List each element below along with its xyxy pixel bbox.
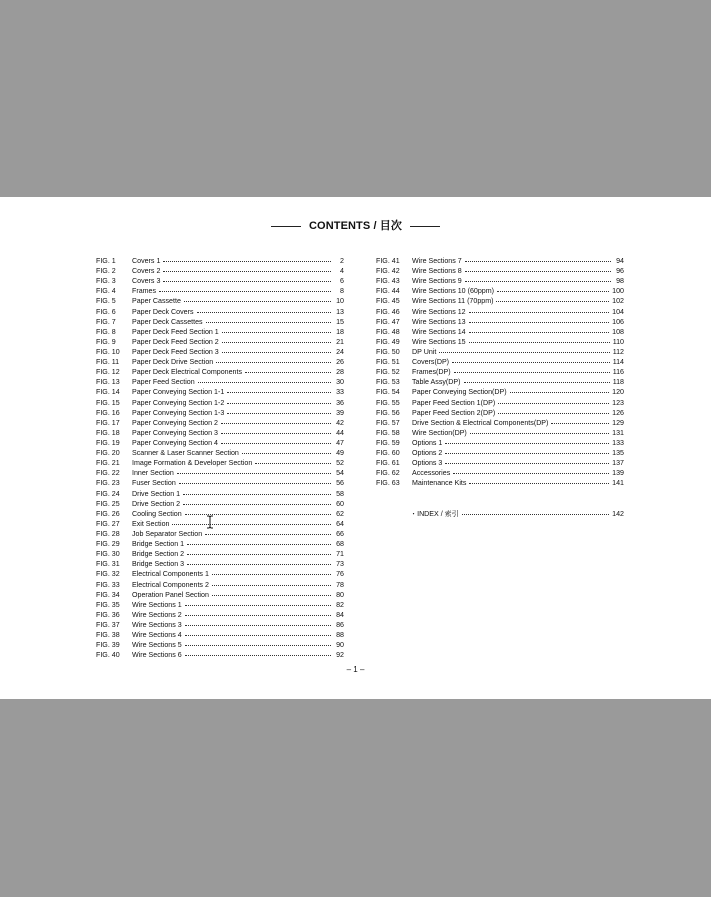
- toc-entry-title: Wire Sections 4: [132, 631, 182, 640]
- leader-dots: [222, 325, 331, 333]
- leader-dots: [469, 315, 610, 323]
- leader-dots: [187, 547, 331, 555]
- leader-dots: [454, 365, 610, 373]
- leader-dots: [185, 628, 331, 636]
- toc-right-column: [376, 255, 624, 488]
- toc-entry-title: Frames: [132, 287, 157, 296]
- toc-page-number: 126: [612, 408, 624, 417]
- toc-page-number: 114: [612, 358, 624, 367]
- toc-entry-title: Wire Sections 9: [412, 277, 462, 286]
- leader-dots: [185, 638, 331, 646]
- toc-entry-title: Drive Section 1: [132, 489, 181, 498]
- leader-dots: [469, 335, 610, 343]
- toc-page-number: 135: [612, 449, 624, 458]
- toc-entry-title: Paper Deck Covers: [132, 307, 194, 316]
- leader-dots: [222, 345, 331, 353]
- toc-fig-number: FIG. 33: [96, 580, 120, 589]
- toc-fig-number: FIG. 17: [96, 418, 120, 427]
- leader-dots: [496, 294, 609, 302]
- toc-fig-number: FIG. 55: [376, 398, 400, 407]
- leader-dots: [470, 426, 609, 434]
- toc-page-number: 98: [616, 277, 624, 286]
- toc-fig-number: FIG. 12: [96, 368, 120, 377]
- toc-page-number: 15: [336, 317, 344, 326]
- document-page: [0, 197, 711, 699]
- toc-fig-number: FIG. 60: [376, 449, 400, 458]
- toc-page-number: 78: [336, 580, 344, 589]
- toc-page-number: 62: [336, 509, 344, 518]
- heading-rule-left: [271, 226, 301, 227]
- leader-dots: [185, 507, 331, 515]
- toc-fig-number: FIG. 51: [376, 358, 400, 367]
- toc-entry-title: Operation Panel Section: [132, 590, 209, 599]
- leader-dots: [183, 487, 331, 495]
- toc-page-number: 26: [336, 358, 344, 367]
- toc-page-number: 133: [612, 438, 624, 447]
- toc-page-number: 139: [612, 469, 624, 478]
- leader-dots: [198, 375, 331, 383]
- toc-entry-title: Covers 3: [132, 277, 161, 286]
- toc-page-number: 6: [340, 277, 344, 286]
- toc-page-number: 73: [336, 560, 344, 569]
- toc-fig-number: FIG. 15: [96, 398, 120, 407]
- leader-dots: [216, 355, 331, 363]
- toc-fig-number: FIG. 59: [376, 438, 400, 447]
- index-title: ・INDEX / 索引: [410, 510, 459, 518]
- toc-page-number: 102: [612, 297, 624, 306]
- toc-page-number: 76: [336, 570, 344, 579]
- toc-fig-number: FIG. 16: [96, 408, 120, 417]
- toc-entry-title: Table Assy(DP): [412, 378, 461, 387]
- toc-page-number: 36: [336, 398, 344, 407]
- toc-entry-title: Wire Sections 12: [412, 307, 466, 316]
- leader-dots: [469, 325, 610, 333]
- toc-fig-number: FIG. 50: [376, 347, 400, 356]
- leader-dots: [184, 294, 331, 302]
- toc-fig-number: FIG. 57: [376, 418, 400, 427]
- toc-fig-number: FIG. 46: [376, 307, 400, 316]
- leader-dots: [197, 305, 331, 313]
- toc-page-number: 44: [336, 428, 344, 437]
- leader-dots: [221, 416, 331, 424]
- toc-fig-number: FIG. 24: [96, 489, 120, 498]
- toc-fig-number: FIG. 41: [376, 257, 400, 265]
- contents-heading: [0, 217, 711, 233]
- leader-dots: [183, 497, 331, 505]
- toc-fig-number: FIG. 52: [376, 368, 400, 377]
- leader-dots: [227, 396, 331, 404]
- leader-dots: [163, 264, 331, 272]
- toc-entry-title: Wire Sections 15: [412, 337, 466, 346]
- toc-page-number: 80: [336, 590, 344, 599]
- toc-page-number: 116: [612, 368, 624, 377]
- toc-entry-title: Wire Sections 7: [412, 257, 462, 265]
- toc-fig-number: FIG. 23: [96, 479, 120, 488]
- toc-page-number: 2: [340, 257, 344, 265]
- toc-page-number: 30: [336, 378, 344, 387]
- leader-dots: [187, 537, 331, 545]
- toc-fig-number: FIG. 7: [96, 317, 116, 326]
- toc-entry-title: Frames(DP): [412, 368, 451, 377]
- toc-page-number: 60: [336, 499, 344, 508]
- toc-entry-title: Paper Conveying Section 1-3: [132, 408, 225, 417]
- toc-page-number: 33: [336, 388, 344, 397]
- toc-entry-title: Wire Sections 13: [412, 317, 466, 326]
- leader-dots: [551, 416, 609, 424]
- toc-fig-number: FIG. 61: [376, 459, 400, 468]
- leader-dots: [227, 385, 331, 393]
- toc-page-number: 137: [612, 459, 624, 468]
- leader-dots: [185, 648, 331, 656]
- leader-dots: [465, 254, 611, 262]
- toc-page-number: 92: [336, 651, 344, 660]
- toc-fig-number: FIG. 36: [96, 610, 120, 619]
- toc-page-number: 42: [336, 418, 344, 427]
- leader-dots: [439, 345, 609, 353]
- toc-fig-number: FIG. 63: [376, 479, 400, 488]
- toc-page-number: 13: [336, 307, 344, 316]
- toc-fig-number: FIG. 45: [376, 297, 400, 306]
- leader-dots: [187, 557, 331, 565]
- toc-entry[interactable]: [96, 649, 344, 659]
- toc-entry-title: Paper Conveying Section 4: [132, 438, 218, 447]
- toc-fig-number: FIG. 19: [96, 438, 120, 447]
- toc-fig-number: FIG. 40: [96, 651, 120, 660]
- toc-entry-title: Exit Section: [132, 519, 170, 528]
- toc-entry-title: Wire Sections 10 (60ppm): [412, 287, 495, 296]
- toc-entry-title: Paper Feed Section 2(DP): [412, 408, 496, 417]
- leader-dots: [163, 254, 331, 262]
- toc-entry-title: Accessories: [412, 469, 451, 478]
- leader-dots: [177, 466, 331, 474]
- toc-fig-number: FIG. 32: [96, 570, 120, 579]
- toc-fig-number: FIG. 38: [96, 631, 120, 640]
- toc-entry-title: Electrical Components 2: [132, 580, 209, 589]
- toc-fig-number: FIG. 8: [96, 327, 116, 336]
- toc-page-number: 86: [336, 620, 344, 629]
- toc-entry-title: Drive Section & Electrical Components(DP): [412, 418, 549, 427]
- toc-fig-number: FIG. 30: [96, 550, 120, 559]
- toc-entry-title: Wire Sections 11 (70ppm): [412, 297, 494, 306]
- toc-entry[interactable]: [376, 477, 624, 487]
- toc-page-number: 118: [612, 378, 624, 387]
- toc-page-number: 39: [336, 408, 344, 417]
- toc-fig-number: FIG. 49: [376, 337, 400, 346]
- toc-left-column: [96, 255, 344, 659]
- toc-page-number: 10: [336, 297, 344, 306]
- leader-dots: [159, 284, 331, 292]
- toc-fig-number: FIG. 6: [96, 307, 116, 316]
- toc-fig-number: FIG. 35: [96, 600, 120, 609]
- leader-dots: [185, 598, 331, 606]
- toc-fig-number: FIG. 53: [376, 378, 400, 387]
- toc-fig-number: FIG. 39: [96, 641, 120, 650]
- toc-fig-number: FIG. 62: [376, 469, 400, 478]
- toc-page-number: 56: [336, 479, 344, 488]
- toc-entry-title: Electrical Components 1: [132, 570, 209, 579]
- toc-fig-number: FIG. 54: [376, 388, 400, 397]
- index-page: 142: [612, 510, 624, 518]
- leader-dots: [510, 385, 610, 393]
- toc-page-number: 28: [336, 368, 344, 377]
- toc-entry-title: Paper Deck Feed Section 1: [132, 327, 219, 336]
- leader-dots: [497, 284, 609, 292]
- toc-entry-title: Paper Deck Feed Section 2: [132, 337, 219, 346]
- leader-dots: [498, 396, 609, 404]
- toc-entry-title: Covers 1: [132, 257, 161, 265]
- leader-dots: [255, 456, 331, 464]
- toc-fig-number: FIG. 58: [376, 428, 400, 437]
- leader-dots: [221, 436, 331, 444]
- toc-page-number: 58: [336, 489, 344, 498]
- toc-fig-number: FIG. 21: [96, 459, 120, 468]
- toc-entry-title: Bridge Section 2: [132, 550, 185, 559]
- toc-entry-title: Maintenance Kits: [412, 479, 467, 488]
- toc-entry-title: Options 3: [412, 459, 443, 468]
- toc-entry-title: Paper Conveying Section 3: [132, 428, 218, 437]
- toc-page-number: 82: [336, 600, 344, 609]
- heading-rule-right: [410, 226, 440, 227]
- toc-entry-title: Bridge Section 1: [132, 540, 185, 549]
- toc-fig-number: FIG. 1: [96, 257, 116, 265]
- toc-entry-title: Paper Deck Electrical Components: [132, 368, 243, 377]
- toc-page-number: 64: [336, 519, 344, 528]
- leader-dots: [163, 274, 331, 282]
- leader-dots: [245, 365, 331, 373]
- toc-fig-number: FIG. 31: [96, 560, 120, 569]
- toc-entry-title: Wire Sections 1: [132, 600, 182, 609]
- toc-entry-title: Covers 2: [132, 267, 161, 276]
- toc-entry-title: Image Formation & Developer Section: [132, 459, 253, 468]
- toc-page-number: 106: [612, 317, 624, 326]
- toc-entry-title: Paper Deck Cassettes: [132, 317, 203, 326]
- toc-fig-number: FIG. 20: [96, 449, 120, 458]
- leader-dots: [445, 446, 609, 454]
- toc-entry-title: Covers(DP): [412, 358, 450, 367]
- toc-entry-title: Wire Section(DP): [412, 428, 467, 437]
- toc-page-number: 88: [336, 631, 344, 640]
- toc-page-number: 110: [612, 337, 624, 346]
- toc-entry-title: Wire Sections 14: [412, 327, 466, 336]
- leader-dots: [172, 517, 331, 525]
- toc-entry-title: Wire Sections 5: [132, 641, 182, 650]
- toc-entry-title: Job Separator Section: [132, 529, 203, 538]
- leader-dots: [185, 618, 331, 626]
- toc-entry-title: Fuser Section: [132, 479, 176, 488]
- leader-dots: [206, 315, 331, 323]
- leader-dots: [445, 436, 609, 444]
- toc-fig-number: FIG. 11: [96, 358, 120, 367]
- toc-entry-title: Inner Section: [132, 469, 174, 478]
- toc-entry-title: Paper Feed Section 1(DP): [412, 398, 496, 407]
- toc-page-number: 100: [612, 287, 624, 296]
- toc-entry-title: Paper Deck Feed Section 3: [132, 347, 219, 356]
- toc-index-entry[interactable]: [410, 508, 624, 518]
- leader-dots: [445, 456, 609, 464]
- leader-dots: [185, 608, 331, 616]
- toc-page-number: 129: [612, 418, 624, 427]
- leader-dots: [212, 578, 331, 586]
- toc-page-number: 84: [336, 610, 344, 619]
- toc-page-number: 94: [616, 257, 624, 265]
- toc-entry-title: Paper Conveying Section(DP): [412, 388, 507, 397]
- leader-dots: [222, 335, 331, 343]
- toc-entry-title: Wire Sections 3: [132, 620, 182, 629]
- toc-fig-number: FIG. 13: [96, 378, 120, 387]
- leader-dots: [465, 274, 611, 282]
- leader-dots: [205, 527, 331, 535]
- leader-dots: [465, 264, 611, 272]
- toc-fig-number: FIG. 37: [96, 620, 120, 629]
- leader-dots: [462, 507, 609, 515]
- toc-page-number: 90: [336, 641, 344, 650]
- toc-page-number: 66: [336, 529, 344, 538]
- toc-fig-number: FIG. 29: [96, 540, 120, 549]
- toc-entry-title: Options 2: [412, 449, 443, 458]
- toc-entry-title: Scanner & Laser Scanner Section: [132, 449, 239, 458]
- toc-fig-number: FIG. 5: [96, 297, 116, 306]
- toc-page-number: 49: [336, 449, 344, 458]
- toc-page-number: 108: [612, 327, 624, 336]
- toc-fig-number: FIG. 4: [96, 287, 116, 296]
- toc-entry-title: Cooling Section: [132, 509, 182, 518]
- toc-fig-number: FIG. 3: [96, 277, 116, 286]
- leader-dots: [227, 406, 331, 414]
- toc-page-number: 141: [612, 479, 624, 488]
- toc-entry-title: Wire Sections 8: [412, 267, 462, 276]
- toc-fig-number: FIG. 10: [96, 347, 120, 356]
- toc-entry-title: Paper Conveying Section 2: [132, 418, 218, 427]
- toc-fig-number: FIG. 48: [376, 327, 400, 336]
- leader-dots: [212, 567, 331, 575]
- toc-fig-number: FIG. 47: [376, 317, 400, 326]
- leader-dots: [469, 476, 609, 484]
- leader-dots: [469, 305, 610, 313]
- toc-page-number: 104: [612, 307, 624, 316]
- toc-fig-number: FIG. 34: [96, 590, 120, 599]
- toc-entry-title: Paper Conveying Section 1-1: [132, 388, 225, 397]
- toc-entry-title: Wire Sections 2: [132, 610, 182, 619]
- page-number: – 1 –: [346, 665, 365, 674]
- toc-page-number: 71: [336, 550, 344, 559]
- toc-fig-number: FIG. 22: [96, 469, 120, 478]
- leader-dots: [242, 446, 331, 454]
- toc-fig-number: FIG. 27: [96, 519, 120, 528]
- toc-page-number: 131: [612, 428, 624, 437]
- leader-dots: [464, 375, 610, 383]
- toc-fig-number: FIG. 18: [96, 428, 120, 437]
- leader-dots: [453, 466, 609, 474]
- toc-entry-title: Paper Cassette: [132, 297, 181, 306]
- toc-fig-number: FIG. 43: [376, 277, 400, 286]
- contents-title: CONTENTS / 目次: [309, 220, 402, 232]
- toc-entry-title: Wire Sections 6: [132, 651, 182, 660]
- toc-page-number: 123: [612, 398, 624, 407]
- toc-entry-title: Bridge Section 3: [132, 560, 185, 569]
- leader-dots: [179, 476, 331, 484]
- toc-page-number: 24: [336, 347, 344, 356]
- leader-dots: [498, 406, 609, 414]
- toc-page-number: 54: [336, 469, 344, 478]
- toc-fig-number: FIG. 14: [96, 388, 120, 397]
- toc-page-number: 8: [340, 287, 344, 296]
- toc-page-number: 18: [336, 327, 344, 336]
- leader-dots: [221, 426, 331, 434]
- toc-page-number: 47: [336, 438, 344, 447]
- text-cursor-icon: [206, 515, 214, 529]
- leader-dots: [452, 355, 610, 363]
- toc-fig-number: FIG. 28: [96, 529, 120, 538]
- toc-fig-number: FIG. 2: [96, 267, 116, 276]
- toc-fig-number: FIG. 42: [376, 267, 400, 276]
- toc-entry-title: Options 1: [412, 438, 443, 447]
- toc-page-number: 4: [340, 267, 344, 276]
- toc-entry-title: DP Unit: [412, 347, 437, 356]
- toc-entry-title: Drive Section 2: [132, 499, 181, 508]
- toc-page-number: 52: [336, 459, 344, 468]
- toc-page-number: 112: [612, 347, 624, 356]
- toc-entry-title: Paper Feed Section: [132, 378, 195, 387]
- toc-fig-number: FIG. 56: [376, 408, 400, 417]
- toc-entry-title: Paper Conveying Section 1-2: [132, 398, 225, 407]
- toc-entry-title: Paper Deck Drive Section: [132, 358, 214, 367]
- toc-fig-number: FIG. 9: [96, 337, 116, 346]
- leader-dots: [212, 588, 331, 596]
- toc-fig-number: FIG. 44: [376, 287, 400, 296]
- toc-page-number: 96: [616, 267, 624, 276]
- toc-page-number: 120: [612, 388, 624, 397]
- toc-fig-number: FIG. 26: [96, 509, 120, 518]
- toc-fig-number: FIG. 25: [96, 499, 120, 508]
- toc-page-number: 21: [336, 337, 344, 346]
- toc-page-number: 68: [336, 540, 344, 549]
